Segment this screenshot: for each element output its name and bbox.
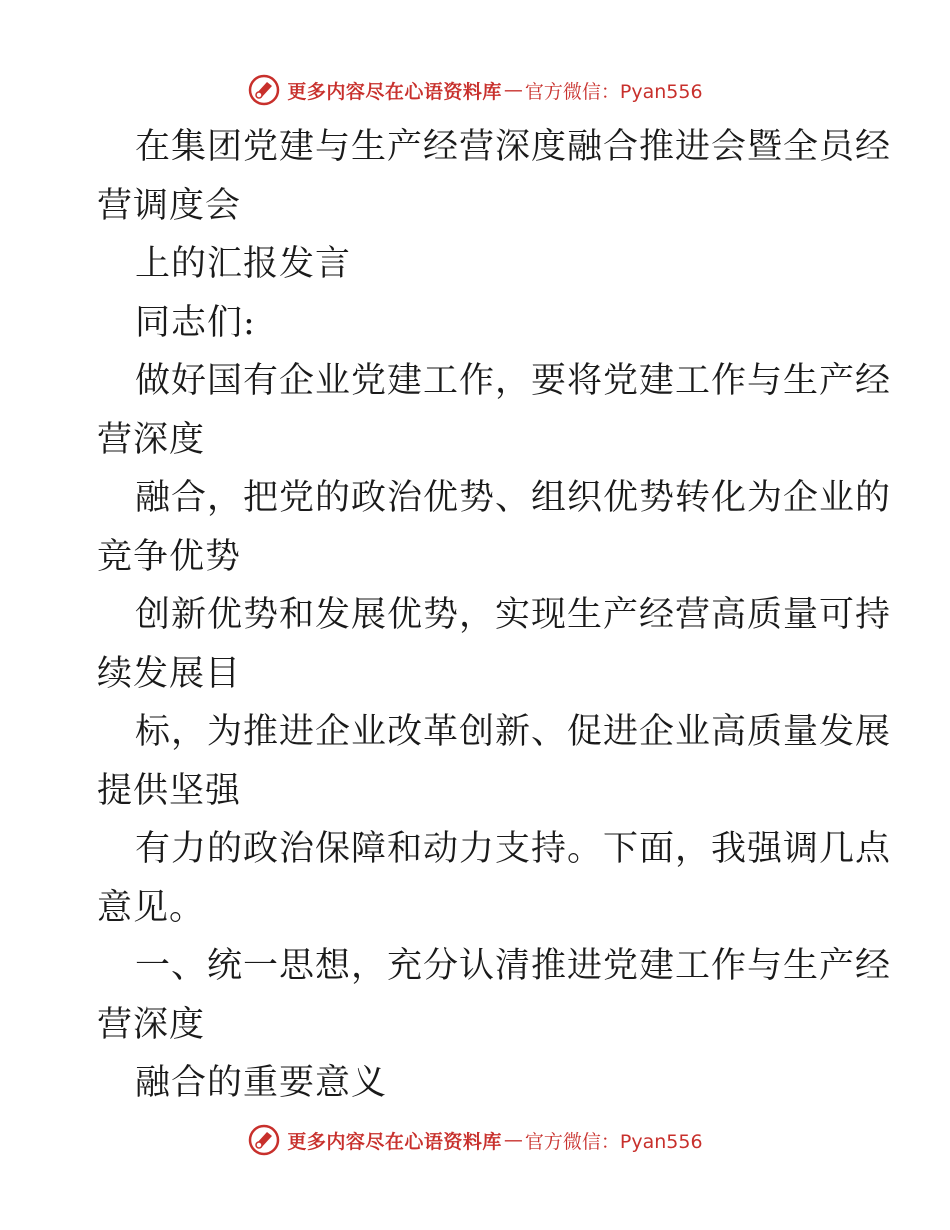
section-heading-line: 营深度 xyxy=(97,1004,206,1045)
brand-logo-icon xyxy=(247,1123,281,1157)
title-line-3: 上的汇报发言 xyxy=(135,244,352,284)
salutation: 同志们: xyxy=(135,302,256,343)
banner-separator: — xyxy=(503,1129,523,1151)
brand-logo-icon xyxy=(247,73,281,107)
paragraph-line: 标，为推进企业改革创新、促进企业高质量发展 xyxy=(135,712,892,752)
paragraph-line: 续发展目 xyxy=(97,653,242,694)
paragraph-line: 融合，把党的政治优势、组织优势转化为企业的 xyxy=(135,478,892,518)
title-line-1: 在集团党建与生产经营深度融合推进会暨全员经 xyxy=(135,127,892,167)
banner-text: 更多内容尽在心语资料库 xyxy=(287,1130,502,1153)
paragraph-line: 营深度 xyxy=(97,419,206,460)
paragraph-line: 有力的政治保障和动力支持。下面，我强调几点 xyxy=(135,829,892,869)
section-heading-line: 融合的重要意义 xyxy=(135,1063,388,1103)
document-body xyxy=(97,118,892,1113)
paragraph-line: 提供坚强 xyxy=(97,770,242,811)
banner-separator: — xyxy=(503,79,523,101)
banner-wechat: 官方微信：Pyan556 xyxy=(524,1130,703,1153)
banner-text: 更多内容尽在心语资料库 xyxy=(287,80,502,103)
section-heading-line: 一、统一思想，充分认清推进党建工作与生产经 xyxy=(135,946,892,986)
banner-wechat: 官方微信：Pyan556 xyxy=(524,80,703,103)
paragraph-line: 创新优势和发展优势，实现生产经营高质量可持 xyxy=(135,595,892,635)
paragraph-line: 做好国有企业党建工作，要将党建工作与生产经 xyxy=(135,361,892,401)
header-banner xyxy=(0,70,950,110)
title-line-2: 营调度会 xyxy=(97,185,242,226)
paragraph-line: 意见。 xyxy=(97,887,206,928)
paragraph-line: 竞争优势 xyxy=(97,536,242,577)
footer-banner xyxy=(0,1120,950,1160)
